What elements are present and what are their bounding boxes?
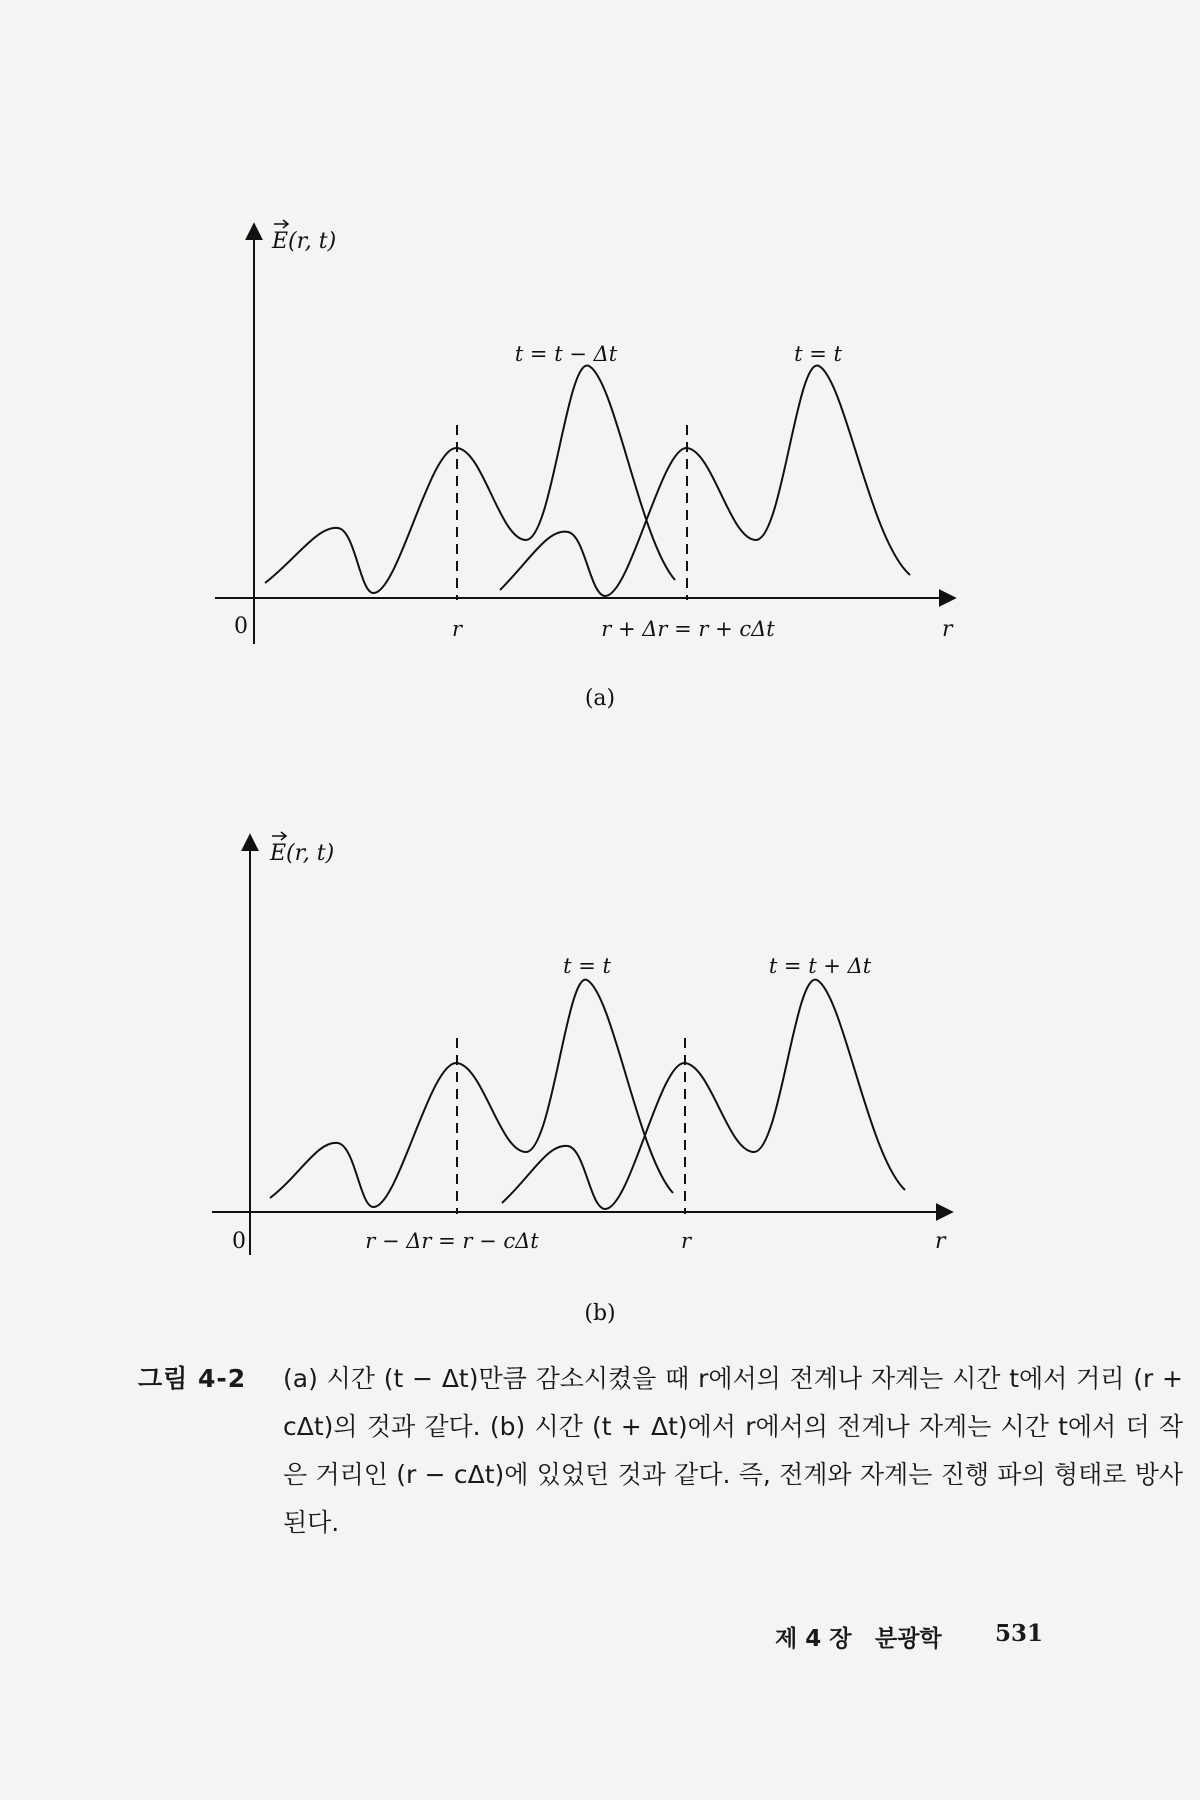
caption-label: 그림 4-2 xyxy=(138,1364,247,1393)
curve-label-right: t = t + Δt xyxy=(768,954,872,978)
marker-label-left: r xyxy=(451,617,463,641)
y-axis-label: E(r, t) xyxy=(272,229,337,254)
origin-label: 0 xyxy=(232,1229,246,1254)
wave-curve-right xyxy=(500,366,910,596)
subject-label: 분광학 xyxy=(875,1626,942,1652)
x-axis-label: r xyxy=(942,617,953,642)
curve-label-left: t = t xyxy=(563,954,611,978)
x-axis-label: r xyxy=(935,1229,946,1254)
curve-label-left: t = t − Δt xyxy=(514,342,618,366)
figure-panel-b xyxy=(0,780,1200,1340)
y-axis-label: E(r, t) xyxy=(270,841,335,866)
marker-label-right: r xyxy=(680,1229,692,1253)
page-number: 531 xyxy=(995,1620,1044,1647)
marker-label-right: r + Δr = r + cΔt xyxy=(601,617,775,641)
figure-panel-a xyxy=(0,0,1200,720)
wave-curve-left xyxy=(265,366,675,593)
panel-label-a: (a) xyxy=(584,686,616,711)
wave-curve-right xyxy=(502,980,905,1209)
marker-label-left: r − Δr = r − cΔt xyxy=(365,1229,539,1253)
vector-arrow-icon xyxy=(272,832,286,840)
caption-text: (a) 시간 (t − Δt)만큼 감소시켰을 때 r에서의 전계나 자계는 시간 t에서 거리 (r + cΔt)의 것과 같다. (b) 시간 (t + Δt)에서 r에서의 전계나 자계는 시간 t에서 더 작은 거리인 (r − cΔt)에 있었던 것과 같다. 즉, 전계와 자계는 진행 파의 형태로 방사된다. xyxy=(283,1364,1183,1537)
vector-arrow-icon xyxy=(274,220,288,228)
origin-label: 0 xyxy=(234,614,248,639)
curve-label-right: t = t xyxy=(794,342,842,366)
wave-curve-left xyxy=(270,980,673,1207)
panel-label-b: (b) xyxy=(584,1301,616,1326)
chapter-label: 제 4 장 xyxy=(775,1626,852,1652)
